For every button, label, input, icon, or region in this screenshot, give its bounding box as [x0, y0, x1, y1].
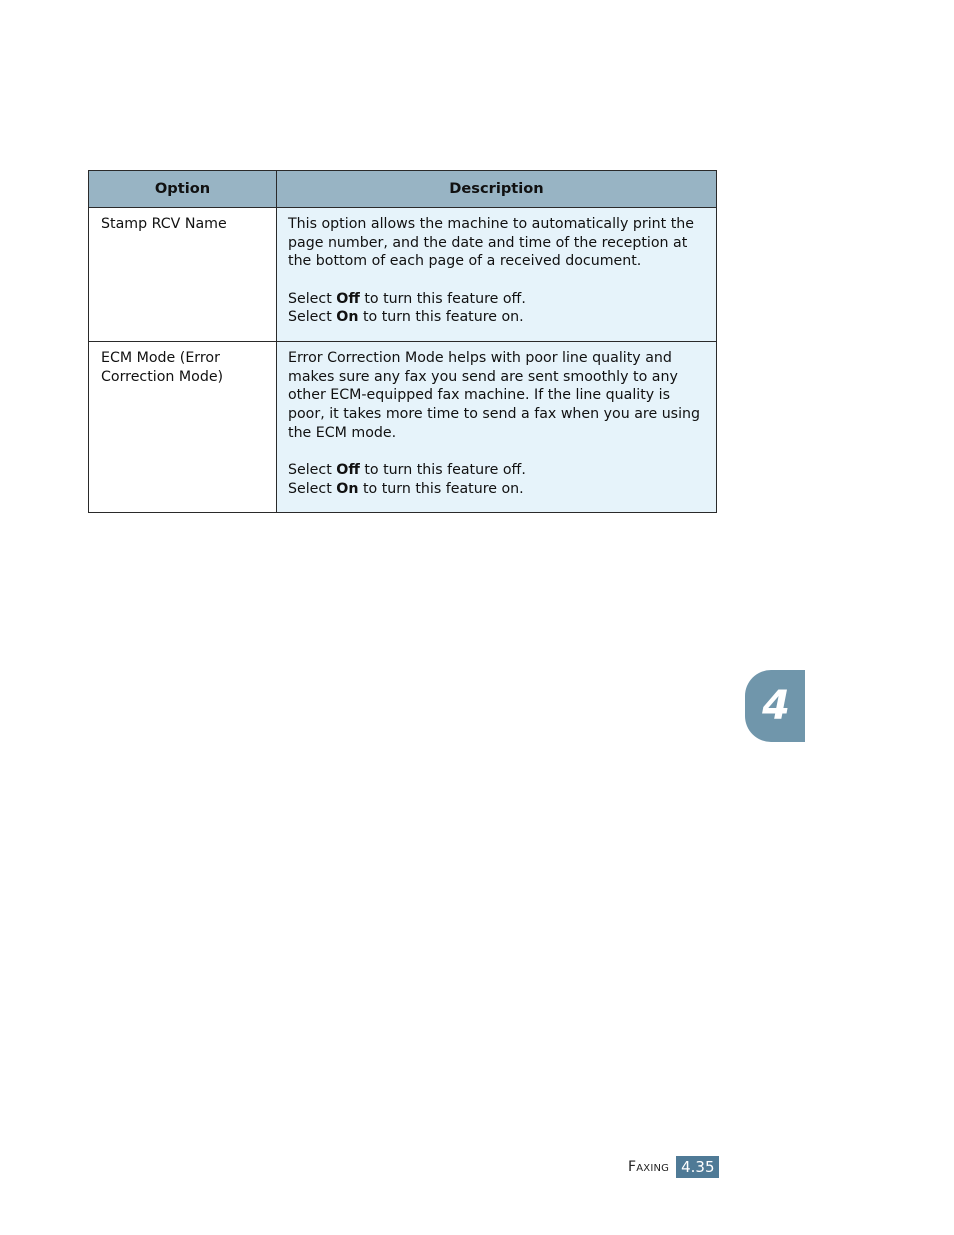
chapter-tab [745, 670, 805, 742]
option-cell [89, 342, 277, 513]
on-instruction: Select On to turn this feature on. [288, 309, 524, 326]
chapter-number: 4 [762, 683, 790, 729]
on-keyword: On [336, 480, 359, 497]
description-cell [277, 342, 717, 513]
option-name: Stamp RCV Name [101, 216, 227, 232]
description-cell [277, 208, 717, 342]
on-keyword: On [336, 309, 359, 326]
option-cell [89, 208, 277, 342]
option-name-line: ECM Mode (Error [101, 350, 220, 367]
footer-page-number: 4.35 [676, 1156, 718, 1178]
table-row [89, 208, 717, 342]
off-keyword: Off [336, 462, 360, 479]
option-name-line: Correction Mode) [101, 368, 224, 385]
on-instruction: Select On to turn this feature on. [288, 480, 524, 497]
off-keyword: Off [336, 290, 360, 307]
table-row [89, 342, 717, 513]
options-table [88, 170, 717, 513]
page-footer [628, 1156, 719, 1178]
off-instruction: Select Off to turn this feature off. [288, 290, 526, 307]
footer-section-name: Faxing [628, 1159, 670, 1175]
off-instruction: Select Off to turn this feature off. [288, 462, 526, 479]
description-text: Error Correction Mode helps with poor line quality and makes sure any fax you send are sent smoothly to any other ECM-equipped fax machine. If the line quality is poor, it takes more time to send a fax when you are using the ECM mode. [288, 350, 701, 441]
header-option: Option [89, 171, 277, 208]
description-text: This option allows the machine to automatically print the page number, and the date and time of the reception at the bottom of each page of a received document. [288, 216, 695, 270]
header-description: Description [277, 171, 717, 208]
table-header-row [89, 171, 717, 208]
